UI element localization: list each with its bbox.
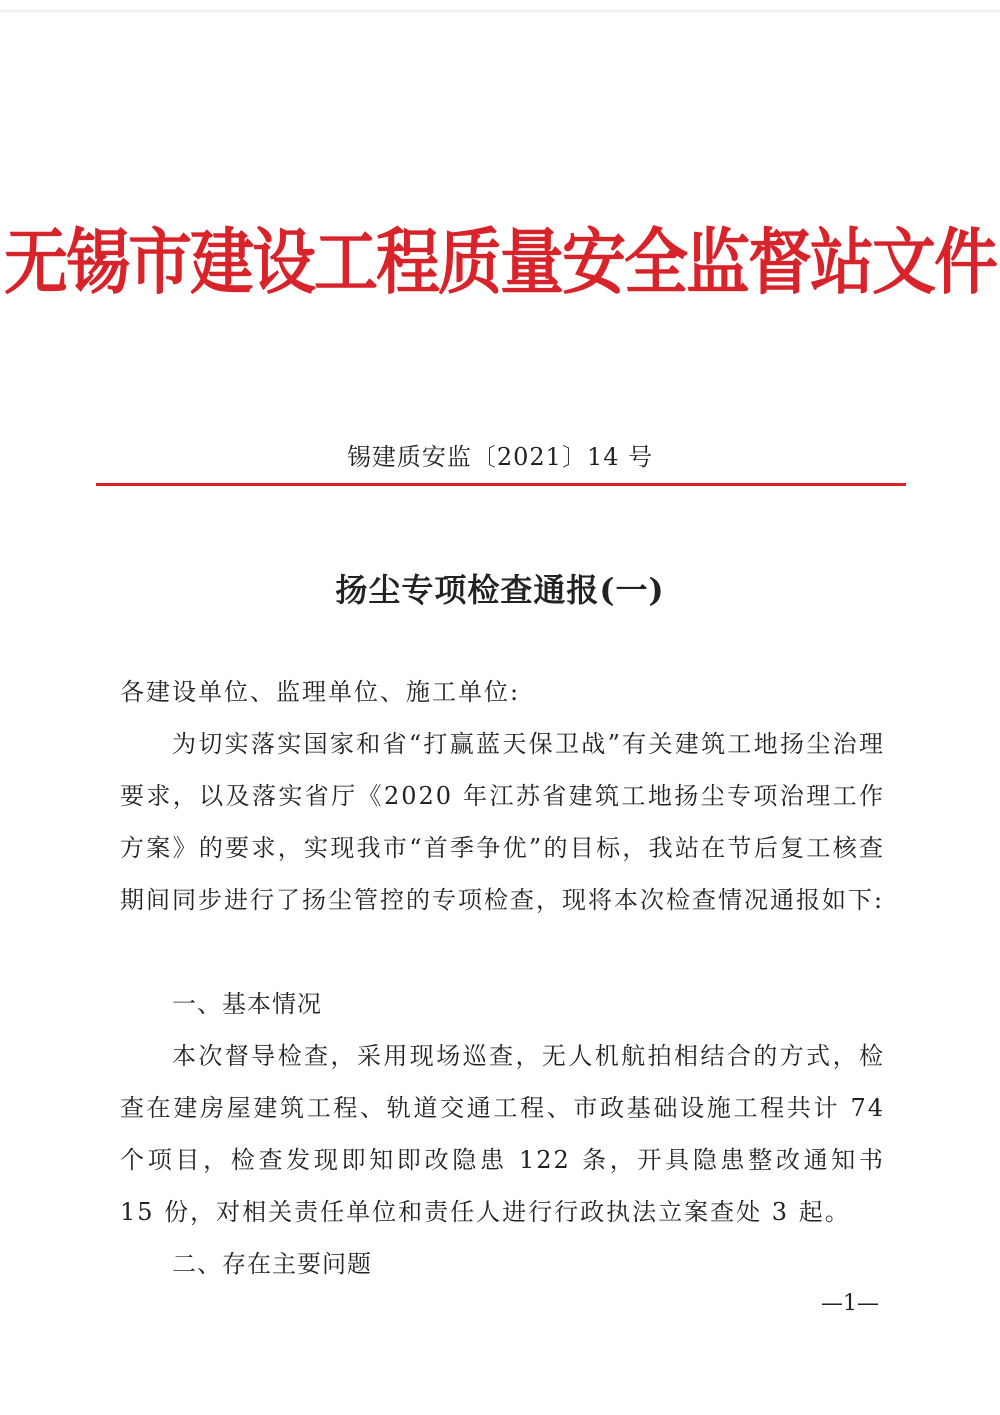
page-number: —1— [821,1291,879,1316]
document-number: 锡建质安监〔2021〕14 号 [346,443,654,471]
document-title: 扬尘专项检查通报(一) [335,571,665,609]
basic-situation-paragraph: 本次督导检查，采用现场巡查，无人机航拍相结合的方式，检查在建房屋建筑工程、轨道交通工程、市政基础设施工程共计 74 个项目，检查发现即知即改隐患 122 条，开具隐患整改通知书 15 份，对相关责任单位和责任人进行行政执法立案查处 3 起。 [120,1042,885,1226]
section-heading-basic-situation: 一、基本情况 [172,990,322,1018]
red-separator-line [96,483,906,486]
document-masthead: 无锡市建设工程质量安全监督站文件 [4,220,996,305]
salutation: 各建设单位、监理单位、施工单位: [120,678,521,706]
scan-edge [0,10,1000,14]
intro-paragraph: 为切实落实国家和省“打赢蓝天保卫战”有关建筑工地扬尘治理要求，以及落实省厅《2020 年江苏省建筑工地扬尘专项治理工作方案》的要求，实现我市“首季争优”的目标，我站在节后复工核查期间同步进行了扬尘管控的专项检查，现将本次检查情况通报如下: [120,730,885,914]
section-heading-main-problems: 二、存在主要问题 [172,1250,372,1278]
